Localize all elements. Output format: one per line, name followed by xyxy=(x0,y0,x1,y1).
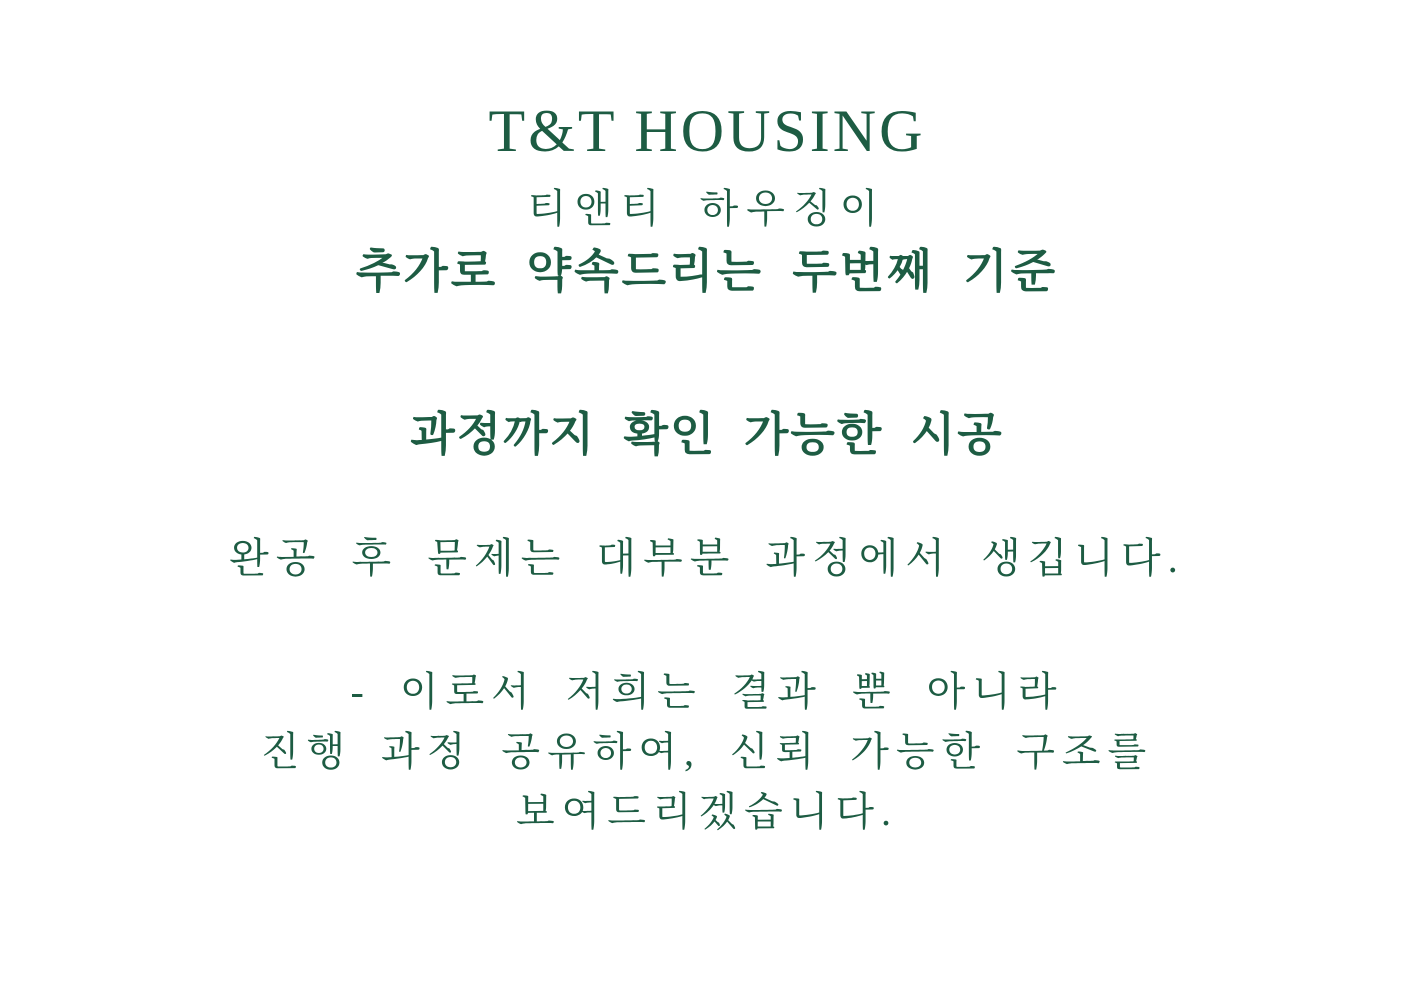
subtitle-line-2: 추가로 약속드리는 두번째 기준 xyxy=(355,246,1059,297)
closing-line-2: 진행 과정 공유하여, 신뢰 가능한 구조를 xyxy=(260,729,1154,774)
section-heading: 과정까지 확인 가능한 시공 xyxy=(410,409,1004,460)
brand-title: T&T HOUSING xyxy=(488,98,926,164)
subtitle-line-1: 티앤티 하우징이 xyxy=(527,186,887,231)
closing-paragraph xyxy=(0,662,1414,842)
body-statement: 완공 후 문제는 대부분 과정에서 생깁니다. xyxy=(229,535,1185,581)
closing-line-3: 보여드리겠습니다. xyxy=(515,789,899,834)
closing-line-1: - 이로서 저희는 결과 뿐 아니라 xyxy=(350,669,1064,714)
